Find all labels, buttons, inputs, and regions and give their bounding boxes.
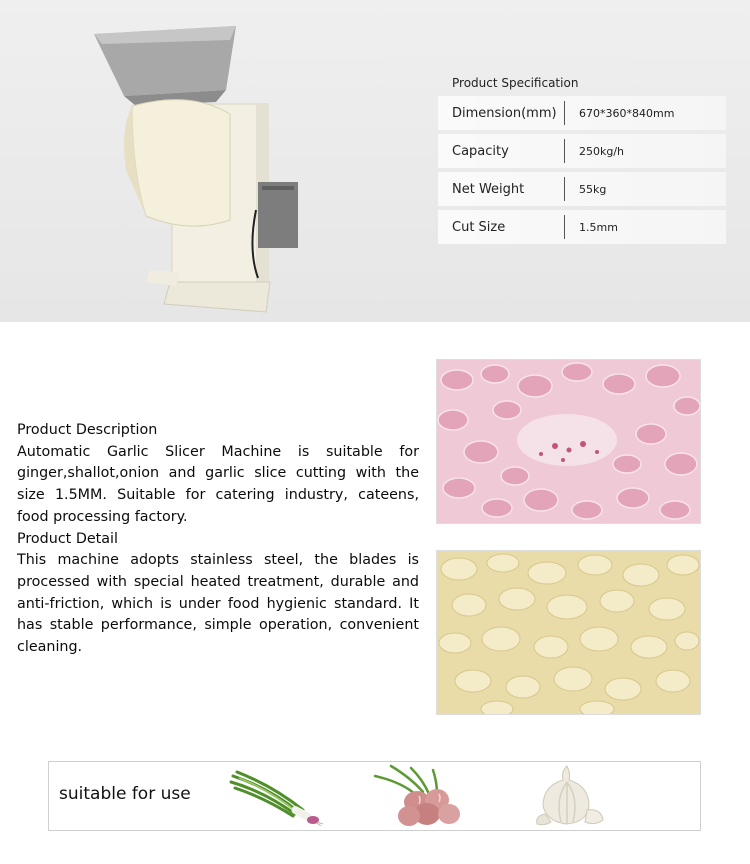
spec-value: 55kg xyxy=(579,182,607,196)
spec-key: Cut Size xyxy=(452,219,506,235)
green-onion-icon xyxy=(229,768,325,826)
usage-label: suitable for use xyxy=(59,784,191,804)
detail-heading: Product Detail xyxy=(17,530,118,547)
detail-text: This machine adopts stainless steel, the blades is processed with special heated treatment, durable and anti-friction, which is under food hygienic standard. It has stable performance, simple operation, convenient cleaning. xyxy=(17,552,419,656)
spec-value: 250kg/h xyxy=(579,144,625,158)
spec-row-cut-size xyxy=(438,210,726,244)
garlic-bulb-icon xyxy=(527,764,607,828)
shallot-icon xyxy=(371,764,471,828)
garlic-slicer-machine-image xyxy=(80,20,320,320)
spec-key: Net Weight xyxy=(452,181,525,197)
spec-key: Dimension(mm) xyxy=(452,105,557,121)
spec-value: 670*360*840mm xyxy=(579,106,675,120)
garlic-slices-photo xyxy=(436,550,701,715)
spec-row-dimension xyxy=(438,96,726,130)
spec-key: Capacity xyxy=(452,143,509,159)
spec-title: Product Specification xyxy=(452,76,579,90)
spec-value: 1.5mm xyxy=(579,220,618,234)
spec-row-net-weight xyxy=(438,172,726,206)
description-heading: Product Description xyxy=(17,422,158,438)
spec-row-capacity xyxy=(438,134,726,168)
product-banner xyxy=(0,0,750,322)
product-description xyxy=(17,420,419,659)
shallot-slices-photo xyxy=(436,359,701,524)
usage-panel xyxy=(48,761,701,831)
description-text: Automatic Garlic Slicer Machine is suitable for ginger,shallot,onion and garlic slice cutting with the size 1.5MM. Suitable for catering industry, cateens, food processing factory. xyxy=(17,443,419,525)
spec-table xyxy=(438,96,726,248)
